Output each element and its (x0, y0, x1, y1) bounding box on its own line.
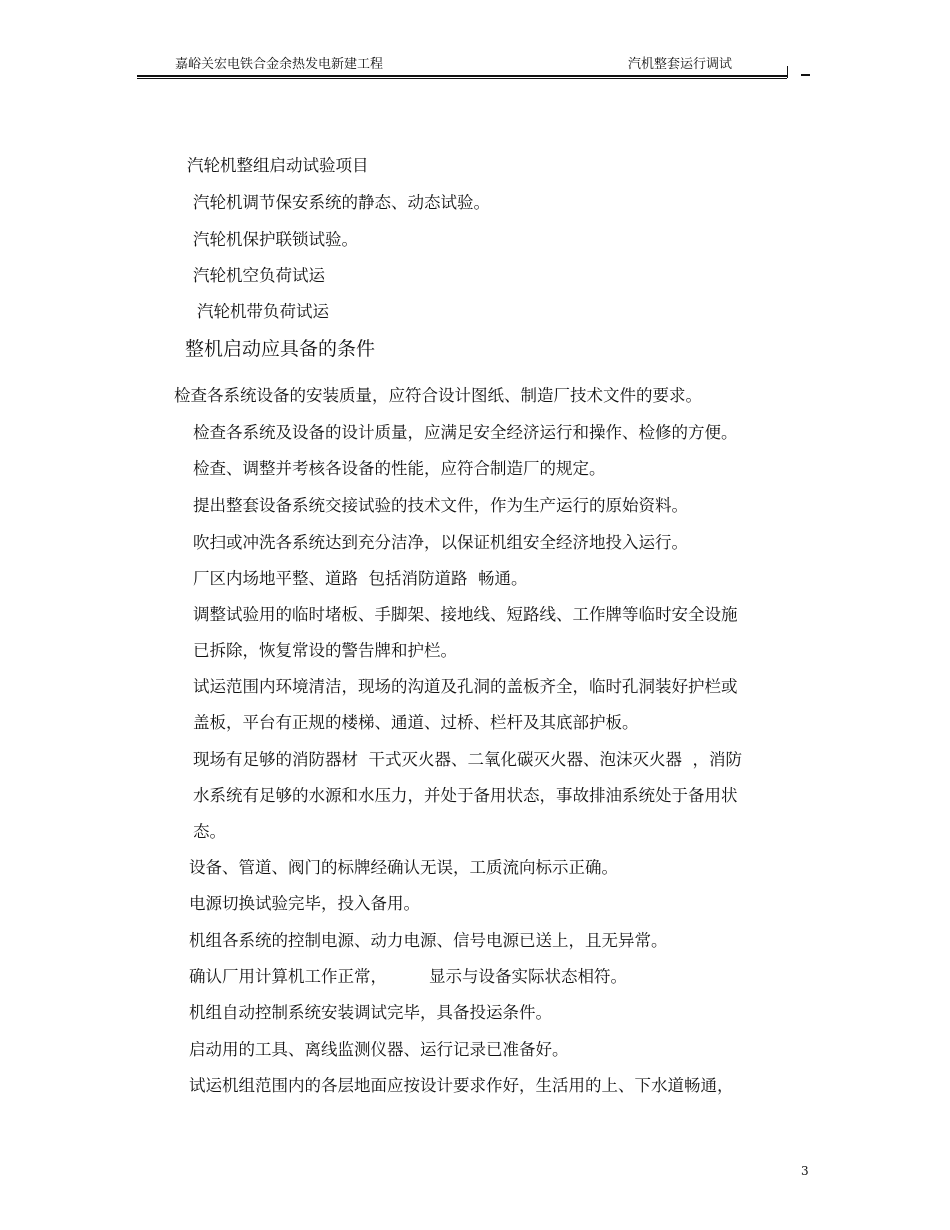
list-item: 汽轮机带负荷试运 (197, 302, 329, 321)
header-dash-mark (801, 74, 810, 76)
list-item: 厂区内场地平整、道路 包括消防道路 畅通。 (193, 569, 528, 588)
list-item: 汽轮机调节保安系统的静态、动态试验。 (193, 193, 490, 212)
page-number: 3 (801, 1164, 809, 1178)
header-rule-thin (137, 78, 787, 79)
list-item: 设备、管道、阀门的标牌经确认无误，工质流向标示正确。 (189, 858, 618, 877)
list-item: 机组自动控制系统安装调试完毕，具备投运条件。 (189, 1003, 552, 1022)
list-item: 现场有足够的消防器材 干式灭火器、二氧化碳灭火器、泡沫灭火器 ，消防 (193, 750, 742, 769)
section-title-conditions: 整机启动应具备的条件 (185, 338, 376, 360)
list-item-continuation: 盖板，平台有正规的楼梯、通道、过桥、栏杆及其底部护板。 (193, 713, 639, 732)
list-item: 调整试验用的临时堵板、手脚架、接地线、短路线、工作牌等临时安全设施 (193, 605, 738, 624)
list-item: 启动用的工具、离线监测仪器、运行记录已准备好。 (189, 1040, 569, 1059)
header-section-title: 汽机整套运行调试 (628, 57, 733, 72)
list-item: 检查、调整并考核各设备的性能，应符合制造厂的规定。 (193, 459, 606, 478)
list-item: 机组各系统的控制电源、动力电源、信号电源已送上，且无异常。 (189, 931, 668, 950)
list-item: 检查各系统设备的安装质量，应符合设计图纸、制造厂技术文件的要求。 (174, 386, 702, 405)
list-item-continuation: 态。 (193, 822, 226, 841)
section-title-test-items: 汽轮机整组启动试验项目 (187, 156, 369, 175)
list-item: 检查各系统及设备的设计质量，应满足安全经济运行和操作、检修的方便。 (193, 423, 738, 442)
header-rule (137, 75, 787, 77)
header-project-title: 嘉峪关宏电铁合金余热发电新建工程 (175, 57, 384, 72)
list-item: 汽轮机保护联锁试验。 (193, 230, 358, 249)
list-item-continuation: 水系统有足够的水源和水压力，并处于备用状态，事故排油系统处于备用状 (193, 786, 738, 805)
list-item: 试运机组范围内的各层地面应按设计要求作好，生活用的上、下水道畅通， (189, 1076, 734, 1095)
list-item: 试运范围内环境清洁，现场的沟道及孔洞的盖板齐全，临时孔洞装好护栏或 (193, 677, 738, 696)
list-item: 吹扫或冲洗各系统达到充分洁净，以保证机组安全经济地投入运行。 (193, 533, 688, 552)
list-item: 汽轮机空负荷试运 (193, 266, 325, 285)
list-item: 电源切换试验完毕，投入备用。 (189, 894, 420, 913)
list-item-continuation: 已拆除，恢复常设的警告牌和护栏。 (193, 641, 457, 660)
header-rule-tick (787, 66, 788, 78)
list-item: 提出整套设备系统交接试验的技术文件，作为生产运行的原始资料。 (193, 496, 688, 515)
list-item: 确认厂用计算机工作正常， 显示与设备实际状态相符。 (189, 967, 627, 986)
